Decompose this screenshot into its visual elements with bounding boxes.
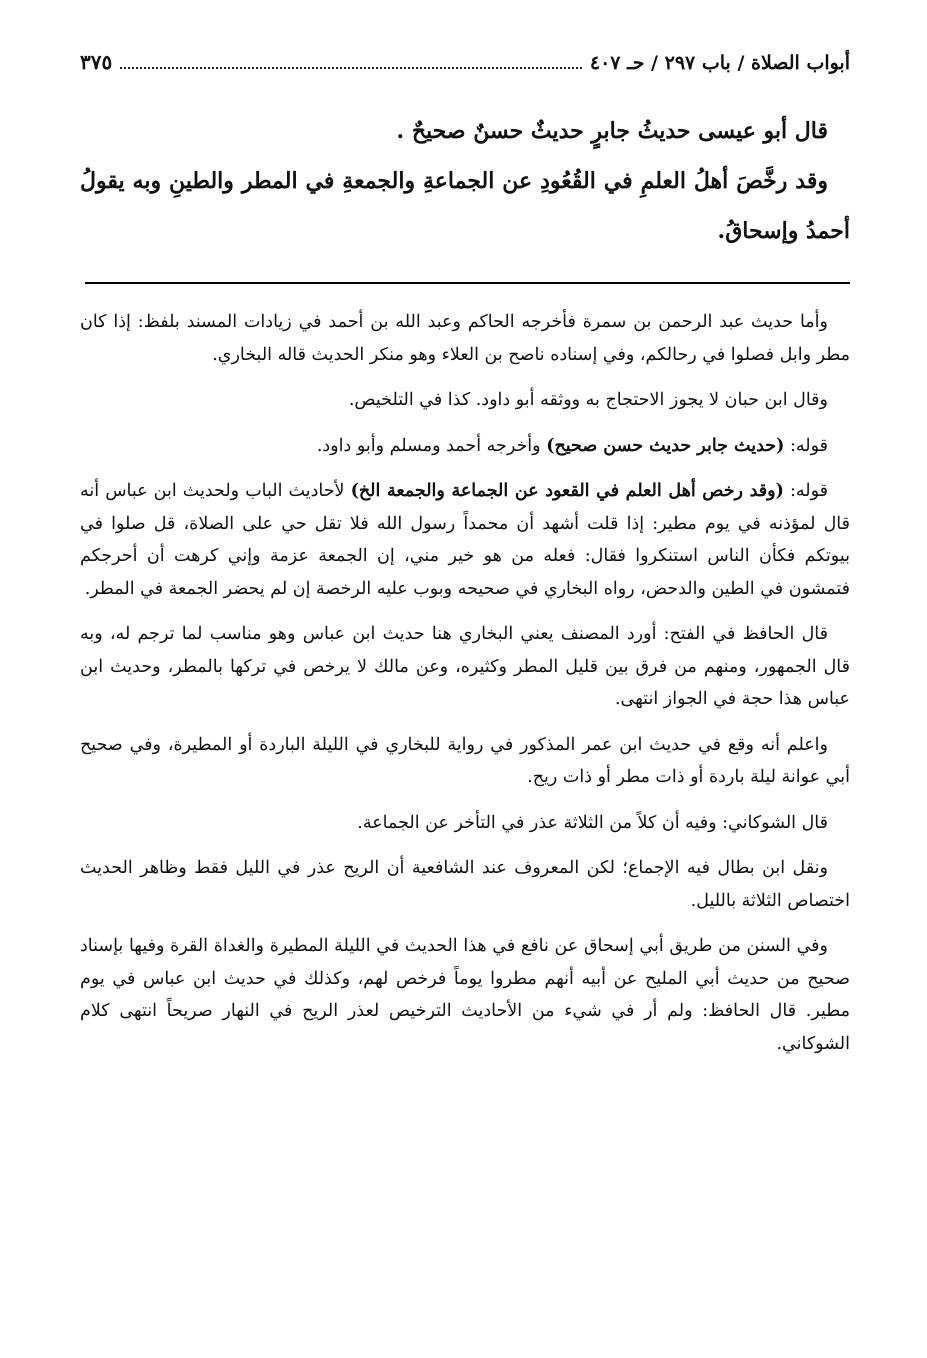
commentary-paragraph <box>80 852 850 917</box>
document-page <box>80 50 850 1073</box>
paragraph-text: لأحاديث الباب ولحديث ابن عباس أنه قال لمؤذنه في يوم مطير: إذا قلت أشهد أن محمداً رسول الله فلا تقل حي على الصلاة، قل صلوا في بيوتكم فكأن الناس استنكروا فقال: فعله من هو خير مني، إن الجمعة عزمة وإني كرهت أن أحرجكم فتمشون في الطين والدحض، رواه البخاري في صحيحه وبوب عليه الرخصة إن لم يحضر الجمعة في المطر. <box>80 481 850 599</box>
paragraph-text: ونقل ابن بطال فيه الإجماع؛ لكن المعروف عند الشافعية أن الريح عذر في الليل فقط وظاهر الحديث اختصاص الثلاثة بالليل. <box>80 858 850 911</box>
header-dot-leader <box>120 53 582 69</box>
commentary-paragraph <box>80 430 850 463</box>
paragraph-prefix: قوله: <box>784 435 828 456</box>
main-paragraph: قال أبو عيسى حديثُ جابرٍ حديثٌ حسنٌ صحيحٌ . <box>396 118 828 144</box>
paragraph-text: قال الشوكاني: وفيه أن كلاً من الثلاثة عذر في التأخر عن الجماعة. <box>357 812 828 833</box>
paragraph-text: وفي السنن من طريق أبي إسحاق عن نافع في هذا الحديث في الليلة المطيرة والغداة القرة وفيها بإسناد صحيح من حديث أبي المليح عن أبيه أنهم مطروا يوماً فرخص لهم، وكذلك في حديث ابن عباس في يوم مطير. قال الحافظ: ولم أر في شيء من الأحاديث الترخيص لعذر الريح في النهار صريحاً انتهى كلام الشوكاني. <box>80 936 850 1054</box>
commentary-paragraph <box>80 729 850 794</box>
paragraph-text: وقال ابن حبان لا يجوز الاحتجاج به ووثقه أبو داود. كذا في التلخيص. <box>348 390 828 410</box>
footnote-separator-rule <box>85 282 850 284</box>
paragraph-text: قال الحافظ في الفتح: أورد المصنف يعني البخاري هنا حديث ابن عباس وهو مناسب لما ترجم له، وبه قال الجمهور، ومنهم من فرق بين قليل المطر وكثيره، وعن مالك لا يرخص في تركها بالمطر، وحديث ابن عباس هذا حجة في الجواز انتهى. <box>80 624 850 709</box>
quoted-hadith: (وقد رخص أهل العلم في القعود عن الجماعة والجمعة الخ) <box>350 481 784 501</box>
main-paragraph: وقد رخَّصَ أهلُ العلمِ في القُعُودِ عن الجماعةِ والجمعةِ في المطر والطينِ وبه يقولُ أحمدُ وإسحاقُ. <box>80 168 850 244</box>
commentary <box>80 306 850 1060</box>
header-title: أبواب الصلاة / باب ٢٩٧ / حـ ٤٠٧ <box>589 52 850 74</box>
paragraph-text: واعلم أنه وقع في حديث ابن عمر المذكور في رواية للبخاري في الليلة الباردة أو المطيرة، وفي صحيح أبي عوانة ليلة باردة أو ذات مطر أو ذات ريح. <box>80 734 850 787</box>
paragraph-prefix: قوله: <box>783 481 828 501</box>
commentary-paragraph <box>80 618 850 716</box>
quoted-hadith: (حديث جابر حديث حسن صحيح) <box>546 435 785 456</box>
commentary-paragraph <box>80 475 850 605</box>
commentary-paragraph <box>80 930 850 1060</box>
commentary-paragraph <box>80 384 850 417</box>
paragraph-text: وأخرجه أحمد ومسلم وأبو داود. <box>316 435 547 456</box>
commentary-paragraph <box>80 807 850 840</box>
commentary-paragraph <box>80 306 850 371</box>
paragraph-text: وأما حديث عبد الرحمن بن سمرة فأخرجه الحاكم وعبد الله بن أحمد في زيادات المسند بلفظ: إذا كان مطر وابل فصلوا في رحالكم، وفي إسناده ناصح بن العلاء وهو منكر الحديث قاله البخاري. <box>80 312 850 365</box>
page-number: ٣٧٥ <box>80 50 113 74</box>
running-header <box>80 50 850 90</box>
main-text <box>80 106 850 256</box>
